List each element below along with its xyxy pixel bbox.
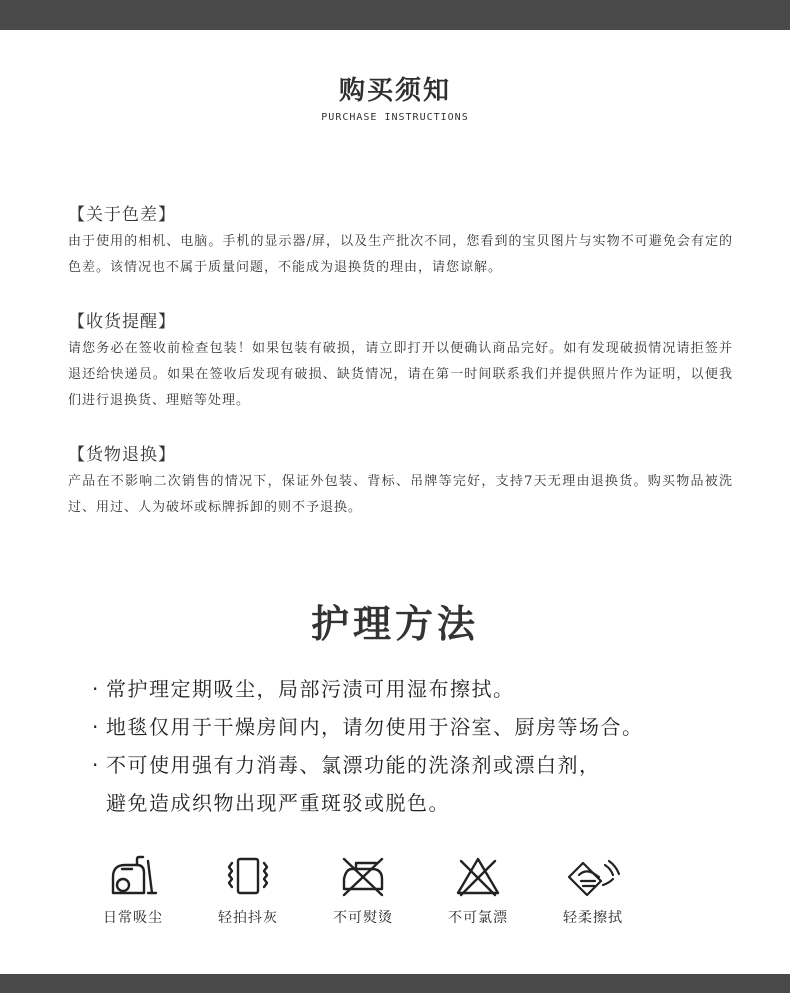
section-delivery-reminder [68, 307, 733, 414]
section-heading: 【关于色差】 [68, 205, 176, 225]
list-item [92, 670, 752, 708]
vacuum-cleaner-icon [108, 855, 158, 897]
care-icon-label: 不可熨烫 [333, 910, 393, 926]
care-icon-item [308, 855, 418, 935]
care-title: 护理方法 [310, 602, 479, 646]
care-icon-item [78, 855, 188, 935]
top-bar [0, 0, 790, 30]
list-item [92, 708, 752, 746]
page-subtitle: PURCHASE INSTRUCTIONS [321, 112, 469, 123]
care-icon-item [423, 855, 533, 935]
care-item-text: 地毯仅用于干燥房间内，请勿使用于浴室、厨房等场合。 [106, 715, 644, 739]
care-icon-label: 轻柔擦拭 [563, 910, 623, 926]
section-body: 由于使用的相机、电脑。手机的显示器/屏，以及生产批次不同，您看到的宝贝图片与实物不可避免会有定的色差。该情况也不属于质量问题，不能成为退换货的理由，请您谅解。 [68, 234, 733, 275]
section-color-difference [68, 200, 733, 281]
list-item [92, 746, 752, 822]
shake-pat-icon [223, 855, 273, 897]
care-icon-item [193, 855, 303, 935]
bullet: · [92, 753, 100, 777]
bullet: · [92, 715, 100, 739]
care-icon-item [538, 855, 648, 935]
care-item-text: 常护理定期吸尘，局部污渍可用湿布擦拭。 [106, 677, 515, 701]
section-body: 请您务必在签收前检查包装！如果包装有破损，请立即打开以便确认商品完好。如有发现破损情况请拒签并退还给快递员。如果在签收后发现有破损、缺货情况，请在第一时间联系我们并提供照片作为证明，以便我们进行退换货、理赔等处理。 [68, 341, 733, 408]
care-icon-label: 不可氯漂 [448, 910, 508, 926]
gentle-wipe-icon [565, 855, 621, 897]
care-icon-label: 轻拍抖灰 [218, 910, 278, 926]
care-icons [78, 855, 648, 935]
no-iron-icon [338, 855, 388, 897]
care-item-text: 不可使用强有力消毒、氯漂功能的洗涤剂或漂白剂， 避免造成织物出现严重斑驳或脱色。 [106, 753, 601, 815]
care-list [92, 670, 752, 822]
page-title: 购买须知 [338, 76, 451, 106]
care-icon-label: 日常吸尘 [103, 910, 163, 926]
section-returns [68, 440, 733, 521]
bullet: · [92, 677, 100, 701]
no-bleach-icon [453, 855, 503, 897]
bottom-bar [0, 974, 790, 993]
section-heading: 【货物退换】 [68, 445, 176, 465]
section-heading: 【收货提醒】 [68, 312, 176, 332]
section-body: 产品在不影响二次销售的情况下，保证外包装、背标、吊牌等完好，支持7天无理由退换货。购买物品被洗过、用过、人为破坏或标牌拆卸的则不予退换。 [68, 474, 733, 515]
